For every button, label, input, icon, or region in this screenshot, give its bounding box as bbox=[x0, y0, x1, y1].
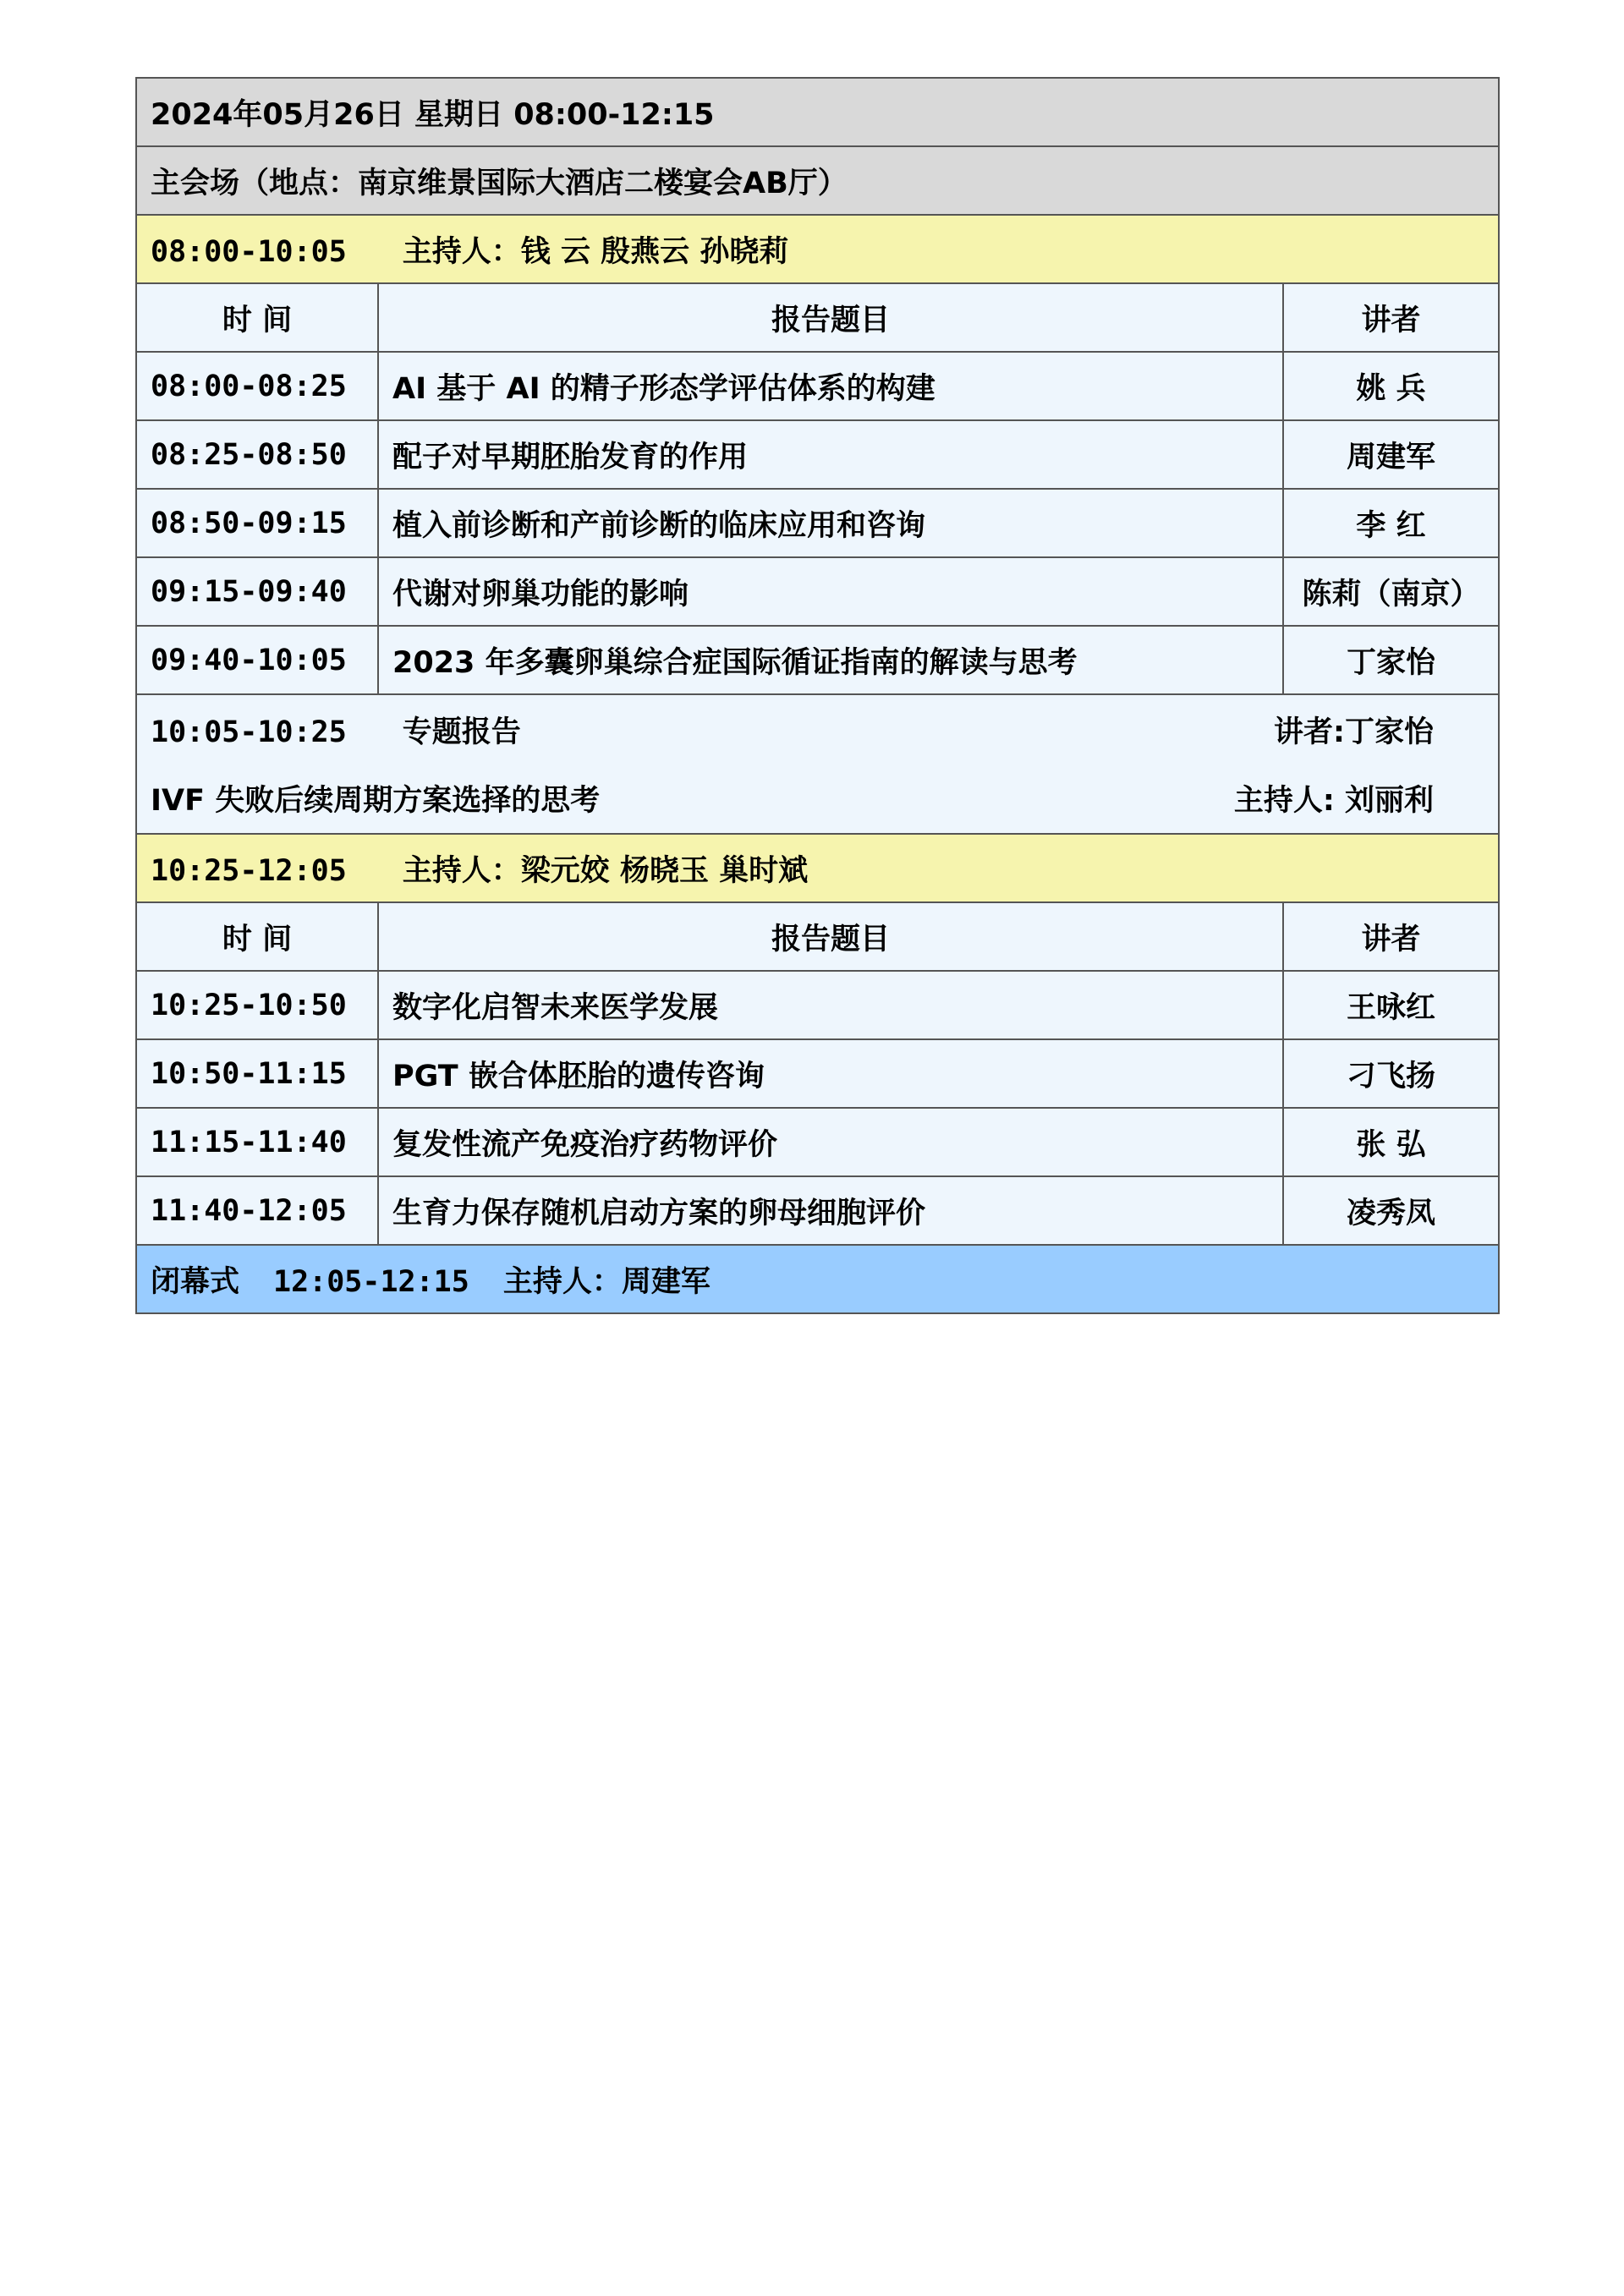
special-host: 主持人: 刘丽利 bbox=[1233, 784, 1435, 818]
table-row bbox=[136, 1176, 1499, 1245]
row-speaker: 张 弘 bbox=[1283, 1108, 1499, 1176]
row-time: 08:00-08:25 bbox=[136, 352, 378, 420]
row-speaker: 周建军 bbox=[1283, 420, 1499, 489]
venue-row bbox=[136, 146, 1499, 215]
col-time-header: 时 间 bbox=[136, 902, 378, 971]
special-label: 专题报告 bbox=[402, 715, 521, 749]
table-row bbox=[136, 1108, 1499, 1176]
row-time: 08:25-08:50 bbox=[136, 420, 378, 489]
row-speaker: 陈莉（南京） bbox=[1283, 557, 1499, 626]
col-time-header: 时 间 bbox=[136, 283, 378, 352]
session1-time: 08:00-10:05 bbox=[151, 234, 347, 269]
col-topic-header: 报告题目 bbox=[378, 283, 1283, 352]
row-time: 09:40-10:05 bbox=[136, 626, 378, 694]
row-time: 10:25-10:50 bbox=[136, 971, 378, 1039]
row-time: 09:15-09:40 bbox=[136, 557, 378, 626]
row-time: 08:50-09:15 bbox=[136, 489, 378, 557]
closing-label: 闭幕式 bbox=[151, 1264, 240, 1299]
row-speaker: 凌秀凤 bbox=[1283, 1176, 1499, 1245]
row-topic: 配子对早期胚胎发育的作用 bbox=[378, 420, 1283, 489]
row-time: 10:50-11:15 bbox=[136, 1039, 378, 1108]
row-speaker: 姚 兵 bbox=[1283, 352, 1499, 420]
date-line: 2024年05月26日 星期日 08:00-12:15 bbox=[136, 78, 1499, 146]
closing-host: 主持人：周建军 bbox=[502, 1264, 710, 1299]
closing-row bbox=[136, 1245, 1499, 1313]
table-row bbox=[136, 626, 1499, 694]
row-speaker: 丁家怡 bbox=[1283, 626, 1499, 694]
session2-hosts: 主持人：梁元姣 杨晓玉 巢时斌 bbox=[402, 853, 809, 888]
table-row bbox=[136, 971, 1499, 1039]
table-row bbox=[136, 352, 1499, 420]
closing-time: 12:05-12:15 bbox=[273, 1264, 469, 1299]
row-topic: 复发性流产免疫治疗药物评价 bbox=[378, 1108, 1283, 1176]
date-row bbox=[136, 78, 1499, 146]
row-time: 11:15-11:40 bbox=[136, 1108, 378, 1176]
row-time: 11:40-12:05 bbox=[136, 1176, 378, 1245]
col-topic-header: 报告题目 bbox=[378, 902, 1283, 971]
schedule-table bbox=[135, 77, 1500, 1314]
session2-header bbox=[136, 834, 1499, 902]
row-topic: 代谢对卵巢功能的影响 bbox=[378, 557, 1283, 626]
special-time: 10:05-10:25 bbox=[151, 715, 347, 749]
row-topic: 生育力保存随机启动方案的卵母细胞评价 bbox=[378, 1176, 1283, 1245]
row-topic: 2023 年多囊卵巢综合症国际循证指南的解读与思考 bbox=[378, 626, 1283, 694]
session1-hosts: 主持人：钱 云 殷燕云 孙晓莉 bbox=[402, 234, 789, 269]
row-speaker: 王咏红 bbox=[1283, 971, 1499, 1039]
table-row bbox=[136, 1039, 1499, 1108]
session2-time: 10:25-12:05 bbox=[151, 853, 347, 888]
row-speaker: 刁飞扬 bbox=[1283, 1039, 1499, 1108]
row-topic: AI 基于 AI 的精子形态学评估体系的构建 bbox=[378, 352, 1283, 420]
session1-column-headers bbox=[136, 283, 1499, 352]
special-speaker: 讲者:丁家怡 bbox=[1274, 715, 1435, 749]
table-row bbox=[136, 557, 1499, 626]
session1-header bbox=[136, 215, 1499, 283]
venue-line: 主会场（地点：南京维景国际大酒店二楼宴会AB厅） bbox=[136, 146, 1499, 215]
table-row bbox=[136, 489, 1499, 557]
col-speaker-header: 讲者 bbox=[1283, 283, 1499, 352]
row-speaker: 李 红 bbox=[1283, 489, 1499, 557]
session2-column-headers bbox=[136, 902, 1499, 971]
row-topic: PGT 嵌合体胚胎的遗传咨询 bbox=[378, 1039, 1283, 1108]
row-topic: 数字化启智未来医学发展 bbox=[378, 971, 1283, 1039]
row-topic: 植入前诊断和产前诊断的临床应用和咨询 bbox=[378, 489, 1283, 557]
special-title: IVF 失败后续周期方案选择的思考 bbox=[151, 784, 601, 818]
special-report-row bbox=[136, 694, 1499, 834]
col-speaker-header: 讲者 bbox=[1283, 902, 1499, 971]
table-row bbox=[136, 420, 1499, 489]
